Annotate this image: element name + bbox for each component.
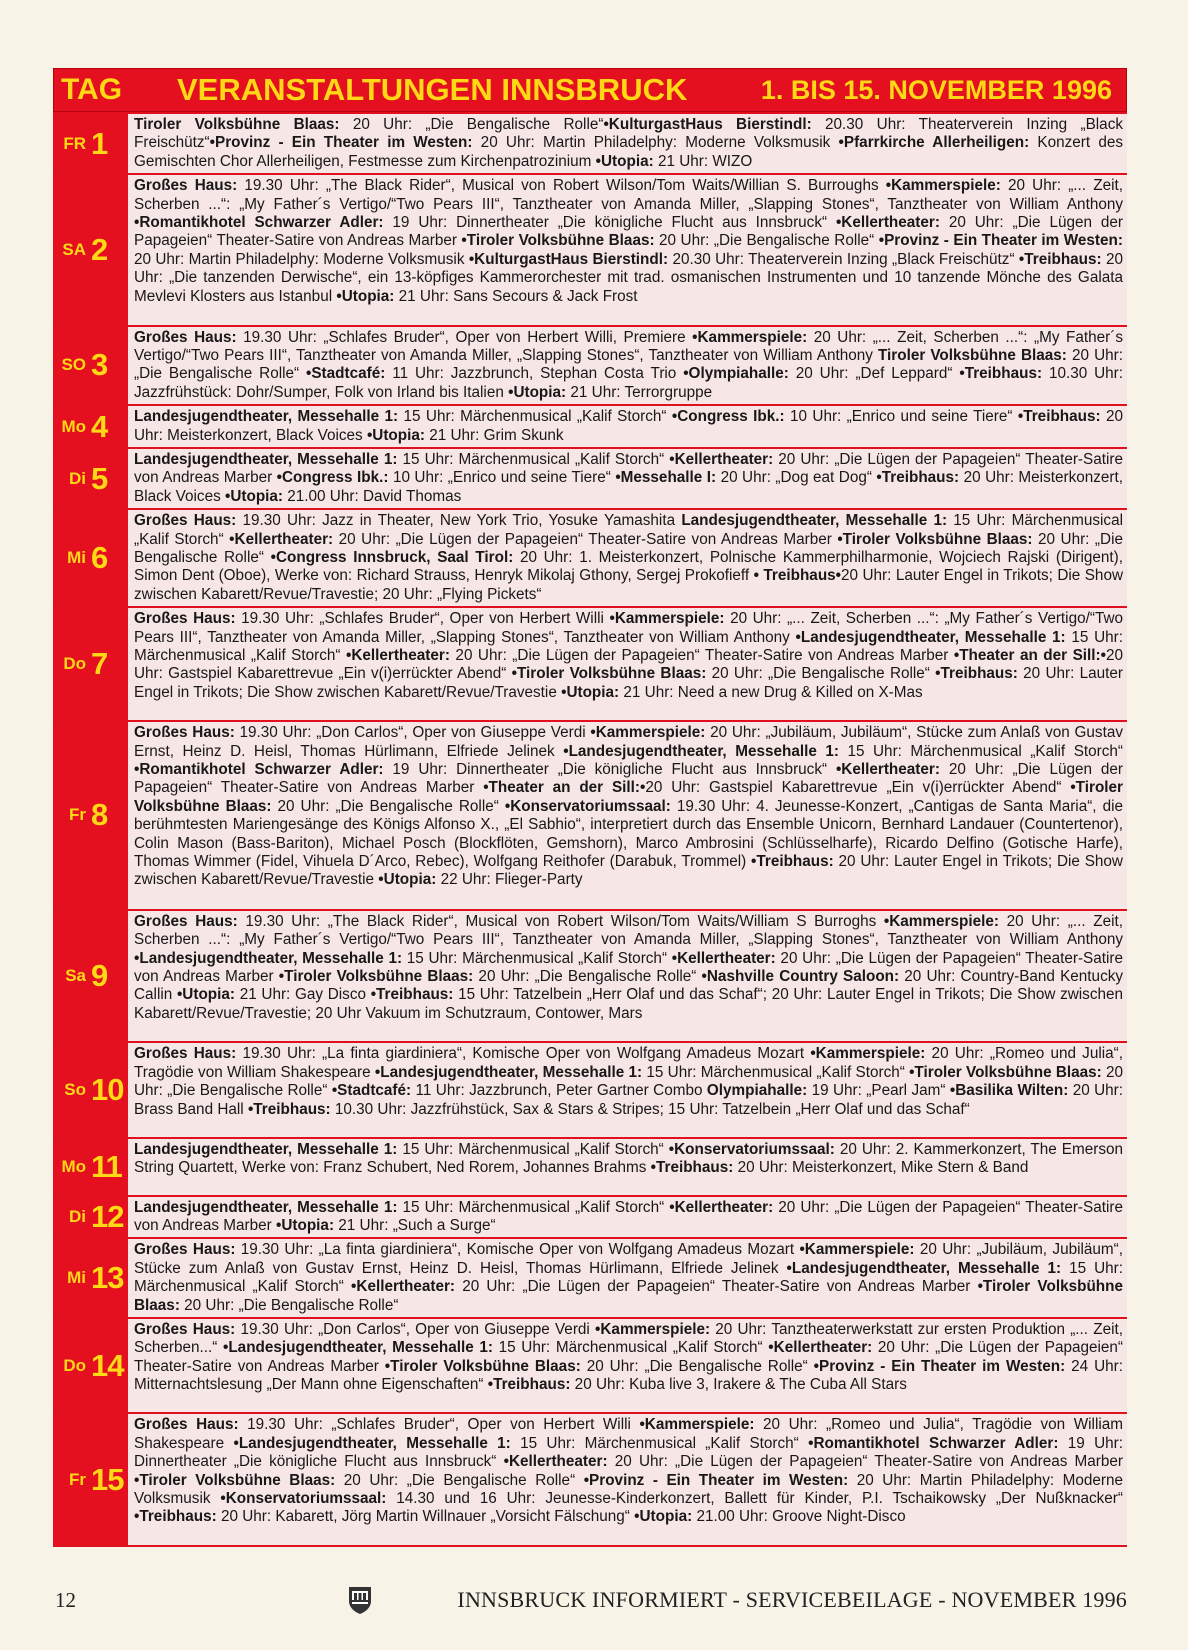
venue-name: •Utopia:: [276, 1217, 335, 1235]
venue-name: •Kammerspiele:: [885, 177, 1001, 195]
event-details: 20 Uhr: Martin Philadelphy: Moderne Volksmusik: [134, 250, 469, 268]
venue-name: •Stadtcafé:: [306, 365, 386, 383]
event-details: 19.30 Uhr: „Don Carlos“, Oper von Giuseppe Verdi: [234, 724, 591, 742]
day-row: [53, 508, 1127, 606]
venue-name: Großes Haus:: [134, 912, 238, 930]
venue-name: •Landesjugendtheater, Messehalle 1:: [222, 1339, 493, 1357]
day-label: [53, 1043, 128, 1136]
event-details: 20 Uhr: Kabarett, Jörg Martin Willnauer „Vorsicht Fälschung“: [216, 1508, 635, 1526]
event-details: 20 Uhr: „... Zeit, Scherben ...“: „My Father´s Vertigo/“Two Pears III“, Tanztheater von Amanda Miller, „Slapping Stones“, Tanztheater von William Anthony: [134, 328, 1123, 364]
venue-name: •Utopia:: [595, 152, 654, 170]
venue-name: Großes Haus:: [134, 724, 235, 742]
venue-name: •Kellertheater:: [229, 530, 334, 548]
day-number: 5: [91, 460, 108, 496]
event-details: 15 Uhr: Märchenmusical „Kalif Storch“: [398, 408, 672, 426]
event-details: 20 Uhr: Brass Band Hall: [134, 1082, 1123, 1118]
venue-name: •Provinz - Ein Theater im Westen:: [583, 1471, 849, 1489]
event-details: 20 Uhr: Tanztheaterwerkstatt zur ersten Produktion „... Zeit, Scherben...“: [134, 1321, 1123, 1357]
venue-name: Großes Haus:: [134, 1416, 239, 1434]
event-details: 15 Uhr: Märchenmusical „Kalif Storch“: [510, 1434, 809, 1452]
venue-name: •Landesjugendtheater, Messehalle 1:: [134, 949, 403, 967]
event-details: 20 Uhr: „Dog eat Dog“: [716, 469, 877, 487]
event-listing: [128, 406, 1127, 447]
venue-name: •Utopia:: [176, 986, 235, 1004]
weekday: FR: [63, 133, 86, 153]
venue-name: •Kellertheater:: [669, 1198, 774, 1216]
venue-name: •Utopia:: [561, 683, 620, 701]
event-details: 20 Uhr: „Jubiläum, Jubiläum“, Stücke zum Anlaß von Gustav Ernst, Heinz D. Heisl, Thomas Hürlimann, Elfriede Jelinek: [134, 724, 1123, 760]
event-details: 15 Uhr: Märchenmusical „Kalif Storch“: [397, 450, 670, 468]
venue-name: •Tiroler Volksbühne Blaas:: [278, 967, 474, 985]
event-details: 19.30 Uhr: Jazz in Theater, New York Trio, Yosuke Yamashita: [236, 512, 682, 530]
event-details: 20 Uhr: „Die Lügen der Papageien“ Theater-Satire von Andreas Marber: [455, 1278, 978, 1296]
event-listing: [128, 608, 1127, 720]
day-label: [53, 327, 128, 405]
event-details: 20 Uhr: 2. Kammerkonzert, The Emerson String Quartett, Werke von: Franz Schubert, Ned Rorem, Johannes Brahms: [134, 1140, 1123, 1177]
venue-name: •Kammerspiele:: [810, 1045, 926, 1063]
event-details: 19.30 Uhr: 4. Jeunesse-Konzert, „Cantigas de Santa Maria“, die berühmtesten Mariengesänge des Königs Alfonso X., „El Sabhio“, interpretiert durch das Ensemble Unicorn, Bernhard Landauer (Countertenor), Colin Mason (Bass-Bariton), Michael Posch (Blockflöten, Gemshorn), Marco Ambrosini (Schlüsselharfe), Ricardo Delfino (Gotische Harfe), Thomas Wimmer (Fidel, Vihuela D´Arco, Rebec), Wolfgang Reithofer (Darabuk, Trommel): [134, 797, 1123, 870]
event-details: 19.30 Uhr: „Schlafes Bruder“, Oper von Herbert Willi: [238, 1416, 640, 1434]
event-details: 15 Uhr: Märchenmusical „Kalif Storch“: [397, 1140, 669, 1158]
event-details: 20 Uhr: Martin Philadelphy: Moderne Volksmusik: [134, 1471, 1123, 1507]
venue-name: •Kammerspiele:: [692, 328, 808, 346]
event-details: 20 Uhr: Lauter Engel in Trikots; Die Show zwischen Kabarett/Revue/Travestie: [134, 665, 1123, 701]
venue-name: Landesjugendtheater, Messehalle 1:: [134, 1198, 398, 1216]
day-row: [53, 447, 1127, 508]
event-details: 19 Uhr: Dinnertheater „Die königliche Flucht aus Innsbruck“: [383, 760, 836, 778]
day-number: 4: [91, 408, 108, 444]
event-details: 20 Uhr: „... Zeit, Scherben ...“: „My Father´s Vertigo/“Two Pears III“, Tanztheater von Amanda Miller, „Slapping Stones“, Tanztheater von William Anthony: [134, 912, 1123, 949]
day-row: [53, 909, 1127, 1042]
event-details: 20 Uhr: „Romeo und Julia“, Tragödie von William Shakespeare: [134, 1416, 1123, 1452]
event-details: 20 Uhr: „... Zeit, Scherben ...“: „My Father´s Vertigo/“Two Pears III“, Tanztheater von Amanda Miller, „Slapping Stones“, Tanztheater von William Anthony: [134, 610, 1123, 646]
event-details: 21 Uhr: Grim Skunk: [424, 426, 564, 444]
event-details: 19 Uhr: Dinnertheater „Die königliche Flucht aus Innsbruck“: [383, 214, 836, 232]
event-details: 19.30 Uhr: „The Black Rider“, Musical von Robert Wilson/Tom Waits/Willian S. Burroughs: [237, 177, 886, 195]
venue-name: •Treibhaus:: [1017, 408, 1101, 426]
venue-name: •Landesjugendtheater, Messehalle 1:: [374, 1063, 643, 1081]
event-details: 20 Uhr: „Def Leppard“: [788, 365, 960, 383]
event-details: 20 Uhr: „Die Bengalische Rolle“: [580, 1357, 814, 1375]
venue-name: •Landesjugendtheater, Messehalle 1:: [795, 628, 1066, 646]
venue-name: •Theater an der Sill:•: [483, 779, 646, 797]
events-calendar: [53, 68, 1127, 1547]
day-row: [53, 1412, 1127, 1545]
page-footer: [55, 1585, 1127, 1615]
event-listing: [128, 722, 1127, 909]
day-row: [53, 720, 1127, 909]
event-details: 20 Uhr: „Die tanzenden Derwische“, ein 13-köpfiges Kammerorchester mit trad. osmanischen Instrumenten und 10 tanzende Mönche des Galata Mevlevi Klosters aus Istanbul: [134, 250, 1124, 305]
event-details: Konzert des Gemischten Chor Allerheiligen, Festmesse zum Kirchenpatrozinium: [134, 134, 1123, 170]
day-number: 3: [91, 347, 108, 383]
day-label: [53, 114, 128, 173]
event-details: 21 Uhr: Sans Secours & Jack Frost: [394, 287, 638, 305]
weekday: Do: [63, 654, 86, 674]
day-label: [53, 1239, 128, 1317]
publication-line: INNSBRUCK INFORMIERT - SERVICEBEILAGE - NOVEMBER 1996: [457, 1587, 1127, 1612]
event-details: 20 Uhr: Kuba live 3, Irakere & The Cuba All Stars: [570, 1376, 907, 1394]
venue-name: •Kellertheater:: [835, 760, 940, 778]
venue-name: •Utopia:: [634, 1508, 693, 1526]
event-details: 20 Uhr: „Die Bengalische Rolle“: [335, 1471, 584, 1489]
event-listing: [128, 175, 1127, 324]
event-details: 19 Uhr: Dinnertheater „Die königliche Flucht aus Innsbruck“: [134, 1434, 1124, 1471]
day-number: 15: [91, 1461, 124, 1497]
weekday: Di: [69, 1207, 86, 1227]
venue-name: Großes Haus:: [134, 1241, 236, 1259]
day-number: 11: [91, 1148, 122, 1184]
venue-name: •Treibhaus:: [247, 1100, 331, 1118]
event-details: 20 Uhr: „Die Bengalische Rolle“: [179, 1296, 399, 1314]
day-row: [53, 606, 1127, 720]
venue-name: •Kammerspiele:: [639, 1416, 755, 1434]
event-details: 20 Uhr: „Die Lügen der Papageien“ Theater-Satire von Andreas Marber: [333, 530, 838, 548]
venue-name: •Tiroler Volksbühne Blaas:: [384, 1357, 581, 1375]
day-label: [53, 510, 128, 606]
day-label: [53, 1197, 128, 1238]
venue-name: •Konservatoriumssaal:: [504, 797, 671, 815]
weekday: Mi: [67, 1268, 86, 1288]
event-details: 22 Uhr: Flieger-Party: [436, 871, 583, 889]
event-listing: [128, 1319, 1127, 1412]
day-number: 7: [91, 646, 108, 682]
day-column-heading: TAG: [60, 73, 123, 106]
event-details: 15 Uhr: Märchenmusical „Kalif Storch“: [492, 1339, 769, 1357]
day-number: 1: [91, 125, 108, 161]
event-details: 20 Uhr: Gastspiel Kabarettrevue „Ein v(i)errückter Abend“: [134, 647, 1123, 683]
event-details: 19.30 Uhr: „Schlafes Bruder“, Oper von Herbert Willi: [235, 610, 610, 628]
venue-name: Landesjugendtheater, Messehalle 1:: [134, 408, 399, 426]
day-number: 8: [91, 797, 108, 833]
event-details: 20 Uhr: „Die Lügen der Papageien“ Theater-Satire von Andreas Marber: [134, 450, 1123, 487]
page-number: 12: [55, 1587, 76, 1612]
venue-name: •Kammerspiele:: [799, 1241, 915, 1259]
event-details: 21.00 Uhr: David Thomas: [283, 487, 462, 505]
venue-name: •Utopia:: [378, 871, 437, 889]
venue-name: •Kellertheater:: [503, 1453, 608, 1471]
weekday: Mo: [61, 1156, 86, 1176]
day-label: [53, 722, 128, 909]
event-listing: [128, 510, 1127, 606]
venue-name: •Kellertheater:: [768, 1339, 873, 1357]
event-details: 20 Uhr: „Die Bengalische Rolle“: [134, 530, 1123, 566]
venue-name: •Provinz - Ein Theater im Westen:: [209, 134, 473, 152]
venue-name: •KulturgastHaus Bierstindl:: [468, 250, 669, 268]
venue-name: •Treibhaus:: [134, 1508, 217, 1526]
event-details: 24 Uhr: Mitternachtslesung „Der Mann ohne Eigenschaften“: [134, 1357, 1123, 1394]
venue-name: •Treibhaus:: [751, 852, 834, 870]
event-details: 19.30 Uhr: „La finta giardiniera“, Komische Oper von Wolfgang Amadeus Mozart: [235, 1241, 800, 1259]
event-details: 14.30 und 16 Uhr: Jeunesse-Kinderkonzert, Ballett für Kinder, P.I. Tschaikowsky „Der Nußknacker“: [386, 1490, 1123, 1507]
day-number: 13: [91, 1260, 124, 1296]
weekday: Fr: [69, 1469, 86, 1489]
venue-name: •Tiroler Volksbühne Blaas:: [837, 530, 1033, 548]
venue-name: •Tiroler Volksbühne Blaas:: [134, 1471, 336, 1489]
event-details: 20.30 Uhr: Theaterverein Inzing „Black Freischütz“: [134, 116, 1123, 152]
venue-name: •Romantikhotel Schwarzer Adler:: [808, 1434, 1059, 1452]
event-details: 20 Uhr: Meisterkonzert, Black Voices: [134, 408, 1123, 444]
venue-name: •Theater an der Sill:•: [953, 647, 1106, 664]
event-listing: [128, 449, 1127, 508]
event-details: 21.00 Uhr: Groove Night-Disco: [692, 1508, 906, 1526]
event-details: 20 Uhr: Meisterkonzert, Black Voices: [134, 469, 1123, 505]
day-label: [53, 1319, 128, 1412]
event-details: 20 Uhr: „Die Bengalische Rolle“: [473, 967, 702, 985]
event-details: 19.30 Uhr: „La finta giardiniera“, Komische Oper von Wolfgang Amadeus Mozart: [236, 1045, 811, 1063]
venue-name: •Pfarrkirche Allerheiligen:: [838, 134, 1030, 152]
day-number: 2: [91, 231, 108, 267]
weekday: Fr: [69, 805, 86, 825]
event-details: 20 Uhr: „Die Lügen der Papageien“ Theater-Satire von Andreas Marber: [134, 760, 1123, 797]
venue-name: •Utopia:: [508, 383, 567, 401]
day-label: [53, 406, 128, 447]
event-details: 20 Uhr: „Die Bengalische Rolle“: [654, 232, 879, 250]
venue-name: •Tiroler Volksbühne Blaas:: [909, 1063, 1102, 1081]
venue-name: •Landesjugendtheater, Messehalle 1:: [233, 1434, 511, 1452]
venue-name: •KulturgastHaus Bierstindl:: [603, 116, 812, 133]
venue-name: Großes Haus:: [134, 1045, 237, 1063]
day-rows: [53, 112, 1127, 1545]
venue-name: •Kellertheater:: [669, 450, 774, 468]
event-details: 19.30 Uhr: „Don Carlos“, Oper von Giuseppe Verdi: [235, 1321, 596, 1339]
event-details: 20 Uhr: Lauter Engel in Trikots; Die Show zwischen Kabarett/Revue/Travestie: [134, 852, 1123, 889]
day-row: [53, 112, 1127, 173]
venue-name: •Kammerspiele:: [590, 724, 706, 742]
event-details: 15 Uhr: Märchenmusical „Kalif Storch“: [402, 949, 672, 967]
venue-name: Großes Haus:: [134, 512, 237, 530]
event-details: 10.30 Uhr: Jazzfrühstück, Sax & Stars & Stripes; 15 Uhr: Tatzelbein „Herr Olaf und das Schaf“: [330, 1100, 970, 1118]
venue-name: •Romantikhotel Schwarzer Adler:: [134, 760, 384, 778]
event-details: 20 Uhr: Country-Band Kentucky Callin: [134, 967, 1124, 1004]
event-listing: [128, 114, 1127, 173]
event-details: 20 Uhr: „Die Bengalische Rolle“: [271, 797, 505, 815]
day-label: [53, 175, 128, 324]
event-details: 21 Uhr: Need a new Drug & Killed on X-Mas: [619, 683, 923, 701]
venue-name: Großes Haus:: [134, 610, 236, 628]
venue-name: •Landesjugendtheater, Messehalle 1:: [563, 742, 839, 760]
weekday: Mi: [67, 548, 86, 568]
city-crest-icon: [347, 1585, 373, 1615]
event-details: 11 Uhr: Jazzbrunch, Peter Gartner Combo: [411, 1082, 707, 1100]
event-details: 20 Uhr: „Die Lügen der Papageien“ Theater-Satire von Andreas Marber: [134, 1198, 1123, 1235]
event-details: 15 Uhr: Märchenmusical „Kalif Storch“: [838, 742, 1124, 760]
calendar-header: [53, 68, 1127, 112]
event-details: 20 Uhr: Meisterkonzert, Mike Stern & Band: [733, 1159, 1029, 1177]
venue-name: • Treibhaus•: [753, 567, 842, 585]
event-details: 20 Uhr: „Die Lügen der Papageien“ Theater-Satire von Andreas Marber: [134, 949, 1123, 985]
day-label: [53, 608, 128, 720]
venue-name: •Tiroler Volksbühne Blaas:: [511, 665, 707, 683]
event-details: 19.30 Uhr: „The Black Rider“, Musical von Robert Wilson/Tom Waits/William S Burroghs: [237, 912, 884, 930]
event-details: 21 Uhr: Gay Disco: [235, 986, 371, 1004]
event-details: 20 Uhr: „Die Lügen der Papageien“ Theater-Satire von Andreas Marber: [607, 1453, 1123, 1471]
venue-name: •Utopia:: [224, 487, 284, 505]
venue-name: •Landesjugendtheater, Messehalle 1:: [786, 1259, 1062, 1277]
event-details: 20 Uhr: Gastspiel Kabarettrevue „Ein v(i)errückter Abend“: [645, 779, 1071, 797]
day-label: [53, 1139, 128, 1195]
venue-name: •Treibhaus:: [650, 1159, 734, 1177]
day-row: [53, 1041, 1127, 1136]
event-details: 20.30 Uhr: Theaterverein Inzing „Black Freischütz“: [668, 250, 1019, 268]
weekday: So: [64, 1080, 86, 1099]
day-number: 10: [91, 1072, 124, 1107]
day-row: [53, 1195, 1127, 1238]
day-row: [53, 1237, 1127, 1317]
weekday: Mo: [61, 416, 86, 436]
event-details: 20 Uhr: „Die Lügen der Papageien“ Theater-Satire von Andreas Marber: [134, 214, 1123, 250]
day-number: 14: [91, 1347, 124, 1383]
venue-name: Großes Haus:: [134, 177, 238, 195]
venue-name: •Provinz - Ein Theater im Westen:: [813, 1357, 1066, 1375]
venue-name: Tiroler Volksbühne Blaas:: [877, 346, 1067, 364]
venue-name: Olympiahalle:: [706, 1082, 808, 1100]
event-details: 20 Uhr: „Die Bengalische Rolle“: [339, 116, 604, 133]
venue-name: •Nashville Country Saloon:: [701, 967, 900, 985]
weekday: Do: [63, 1355, 86, 1375]
venue-name: •Konservatoriumssaal:: [220, 1490, 387, 1507]
venue-name: •Congress Ibk.:: [276, 469, 389, 487]
venue-name: •Kammerspiele:: [595, 1321, 711, 1339]
event-details: 19.30 Uhr: „Schlafes Bruder“, Oper von Herbert Willi, Premiere: [236, 328, 693, 346]
venue-name: •Basilika Wilten:: [949, 1082, 1069, 1100]
event-details: 20 Uhr: „... Zeit, Scherben ...“: „My Father´s Vertigo/“Two Pears III“, Tanztheater von Amanda Miller, „Slapping Stones“, Tanztheater von William Anthony: [134, 177, 1123, 213]
weekday: SA: [62, 239, 86, 259]
event-details: 20 Uhr: „Romeo und Julia“, Tragödie von William Shakespeare: [134, 1045, 1123, 1081]
day-number: 6: [91, 540, 108, 576]
venue-name: •Utopia:: [336, 287, 395, 305]
weekday: Di: [69, 468, 86, 488]
event-details: 20 Uhr: Martin Philadelphy: Moderne Volksmusik: [472, 134, 839, 152]
event-details: 10 Uhr: „Enrico und seine Tiere“: [784, 408, 1018, 426]
venue-name: Großes Haus:: [134, 1321, 236, 1339]
event-details: 20 Uhr: „Die Bengalische Rolle“: [134, 1063, 1124, 1100]
event-details: 20 Uhr: „Jubiläum, Jubiläum“, Stücke zum Anlaß von Gustav Ernst, Heinz D. Heisl, Thomas Hürlimann, Elfriede Jelinek: [134, 1241, 1123, 1277]
venue-name: •Congress Ibk.:: [671, 408, 785, 426]
event-details: 10.30 Uhr: Jazzfrühstück: Dohr/Sumper, Folk von Irland bis Italien: [134, 365, 1124, 401]
page-title: VERANSTALTUNGEN INNSBRUCK: [177, 72, 688, 107]
event-details: 15 Uhr: Märchenmusical „Kalif Storch“: [397, 1198, 670, 1216]
event-details: 21 Uhr: WIZO: [653, 152, 753, 170]
event-details: 15 Uhr: Märchenmusical „Kalif Storch“: [134, 1259, 1123, 1296]
venue-name: •Treibhaus:: [935, 665, 1018, 683]
venue-name: •Utopia:: [366, 426, 425, 444]
venue-name: •Olympiahalle:: [683, 365, 789, 383]
event-listing: [128, 1139, 1127, 1195]
day-label: [53, 1414, 128, 1545]
day-label: [53, 911, 128, 1042]
event-details: 15 Uhr: Märchenmusical „Kalif Storch“: [642, 1063, 910, 1081]
venue-name: •Kellertheater:: [345, 647, 450, 664]
event-details: 15 Uhr: Tatzelbein „Herr Olaf und das Schaf“; 20 Uhr: Lauter Engel in Trikots; Die Show zwischen Kabarett/Revue/Travestie; 20 Uhr Vakuum im Schutzraum, Contower, Mars: [134, 986, 1123, 1022]
event-details: 20 Uhr: Lauter Engel in Trikots; Die Show zwischen Kabarett/Revue/Travestie; 20 Uhr: „Flying Pickets“: [134, 567, 1123, 603]
day-row: [53, 404, 1127, 447]
event-details: 15 Uhr: Märchenmusical „Kalif Storch“: [134, 512, 1123, 548]
event-details: 20 Uhr: „Die Bengalische Rolle“: [134, 346, 1123, 383]
day-row: [53, 1137, 1127, 1195]
venue-name: •Provinz - Ein Theater im Westen:: [878, 232, 1123, 250]
day-label: [53, 449, 128, 508]
day-number: 9: [91, 958, 108, 994]
event-listing: [128, 1239, 1127, 1317]
venue-name: •Kammerspiele:: [883, 912, 999, 930]
date-range: 1. BIS 15. NOVEMBER 1996: [760, 74, 1112, 105]
event-details: 20 Uhr: „Die Lügen der Papageien“ Theater-Satire von Andreas Marber: [134, 1339, 1124, 1375]
venue-name: •Treibhaus:: [959, 365, 1043, 383]
event-details: 21 Uhr: Terrorgruppe: [566, 383, 713, 401]
venue-name: •Kellertheater:: [671, 949, 776, 967]
venue-name: •Treibhaus:: [487, 1376, 571, 1394]
day-row: [53, 325, 1127, 405]
venue-name: •Treibhaus:: [876, 469, 960, 487]
venue-name: •Tiroler Volksbühne Blaas:: [134, 779, 1123, 815]
event-details: 20 Uhr: 1. Meisterkonzert, Polnische Kammerphilharmonie, Wojciech Rajski (Dirigent), Simon Dent (Oboe), Werke von: Richard Strauss, Henryk Mikolaj Gthony, Sergej Prokofieff: [134, 548, 1124, 585]
event-details: 21 Uhr: „Such a Surge“: [334, 1217, 496, 1235]
venue-name: Landesjugendtheater, Messehalle 1:: [134, 450, 398, 468]
venue-name: •Kammerspiele:: [609, 610, 725, 628]
event-listing: [128, 911, 1127, 1042]
event-details: 20 Uhr: „Die Bengalische Rolle“: [706, 665, 936, 683]
weekday: SO: [61, 355, 86, 375]
event-details: 20 Uhr: „Die Lügen der Papageien“ Theater-Satire von Andreas Marber: [449, 647, 954, 664]
weekday: Sa: [65, 966, 86, 986]
venue-name: •Romantikhotel Schwarzer Adler:: [134, 214, 384, 232]
venue-name: •Stadtcafé:: [331, 1082, 412, 1100]
day-number: 12: [91, 1199, 124, 1235]
venue-name: Tiroler Volksbühne Blaas:: [134, 116, 340, 133]
venue-name: •Konservatoriumssaal:: [668, 1140, 835, 1158]
day-row: [53, 1317, 1127, 1412]
day-row: [53, 173, 1127, 324]
event-listing: [128, 1043, 1127, 1136]
venue-name: •Treibhaus:: [370, 986, 454, 1004]
venue-name: Landesjugendtheater, Messehalle 1:: [134, 1140, 398, 1158]
venue-name: Landesjugendtheater, Messehalle 1:: [681, 512, 948, 530]
venue-name: •Kellertheater:: [835, 214, 940, 232]
event-listing: [128, 1197, 1127, 1238]
venue-name: •Congress Innsbruck, Saal Tirol:: [270, 548, 514, 566]
event-listing: [128, 1414, 1127, 1545]
event-details: 11 Uhr: Jazzbrunch, Stephan Costa Trio: [385, 365, 684, 383]
event-details: 19 Uhr: „Pearl Jam“: [807, 1082, 950, 1100]
event-listing: [128, 327, 1127, 405]
event-details: 15 Uhr: Märchenmusical „Kalif Storch“: [134, 628, 1123, 664]
venue-name: •Kellertheater:: [351, 1278, 456, 1296]
venue-name: •Messehalle I:: [615, 469, 717, 487]
venue-name: Großes Haus:: [134, 328, 237, 346]
venue-name: •Treibhaus:: [1018, 250, 1102, 268]
event-details: 10 Uhr: „Enrico und seine Tiere“: [388, 469, 616, 487]
venue-name: •Tiroler Volksbühne Blaas:: [134, 1278, 1123, 1314]
venue-name: •Tiroler Volksbühne Blaas:: [461, 232, 655, 250]
